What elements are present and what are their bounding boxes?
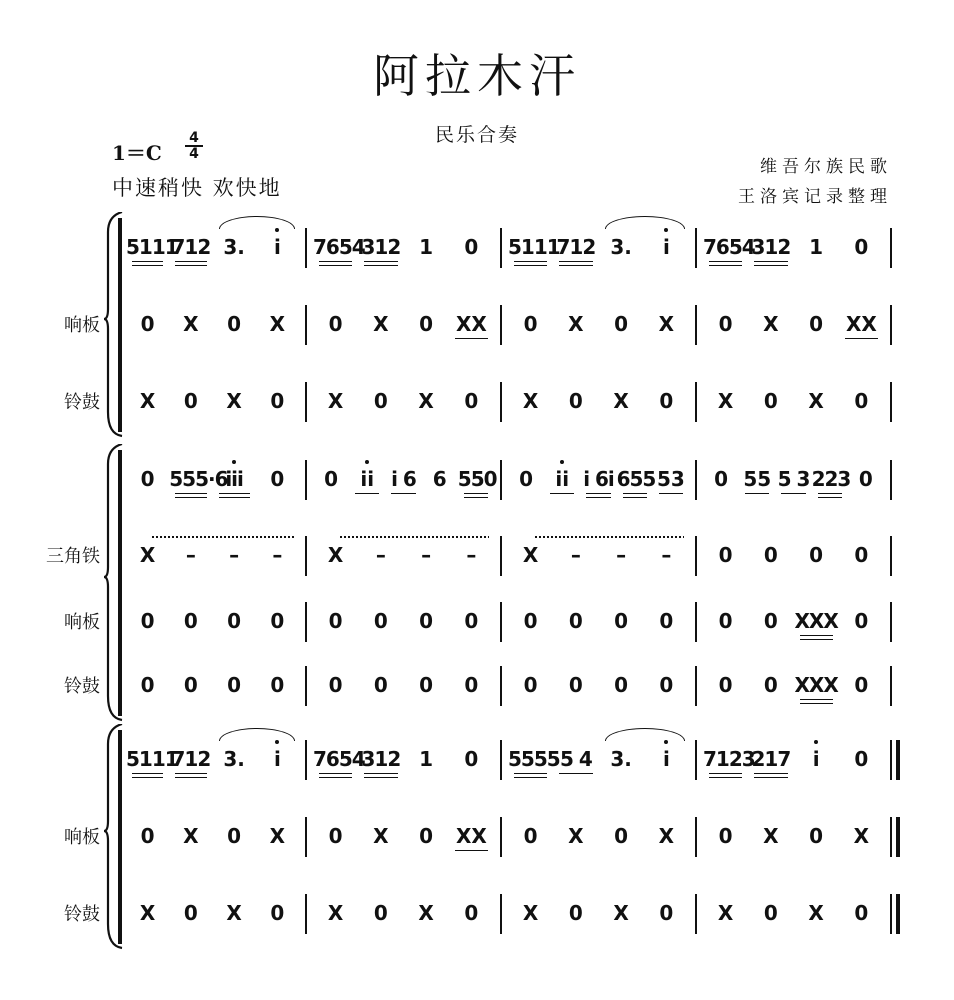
- note: 0: [140, 467, 155, 491]
- note: X: [269, 824, 286, 848]
- barline: [305, 602, 307, 642]
- note: 0: [373, 901, 388, 925]
- beat-underline: [175, 493, 206, 494]
- barline: [695, 382, 697, 422]
- tie-slur: [605, 728, 686, 741]
- barline: [695, 305, 697, 345]
- note: ii: [555, 467, 570, 491]
- beat-underline: [659, 493, 683, 494]
- note: 3.: [223, 235, 245, 259]
- barline: [305, 817, 307, 857]
- note: 0: [854, 543, 869, 567]
- note: 53: [656, 467, 685, 491]
- note: 0: [270, 673, 285, 697]
- note: 0: [763, 673, 778, 697]
- octave-dot: [365, 460, 369, 464]
- system-left-bar: [118, 730, 122, 944]
- note: 0: [328, 824, 343, 848]
- note: X: [522, 901, 539, 925]
- note: X: [763, 824, 779, 848]
- beat-underline: [175, 261, 206, 262]
- note: 5555: [508, 747, 560, 771]
- beat-underline: [586, 493, 610, 494]
- system-left-bar: [118, 450, 122, 716]
- note: X: [808, 901, 824, 925]
- note: 550: [457, 467, 497, 491]
- beat-underline: [754, 261, 787, 262]
- note: X: [269, 312, 286, 336]
- note: XXX: [794, 673, 838, 697]
- note: 0: [270, 467, 285, 491]
- beat-underline: [132, 261, 163, 262]
- barline: [500, 740, 502, 780]
- note: 0: [227, 312, 242, 336]
- beat-underline: [175, 777, 206, 778]
- note: –: [272, 543, 283, 567]
- note: X: [568, 312, 584, 336]
- note: i: [273, 747, 281, 771]
- octave-dot: [814, 740, 818, 744]
- note: 0: [718, 312, 733, 336]
- note: 0: [659, 901, 674, 925]
- barline: [500, 817, 502, 857]
- beat-underline: [709, 261, 742, 262]
- barline: [695, 228, 697, 268]
- beat-underline: [175, 265, 206, 266]
- note: 0: [614, 824, 629, 848]
- final-barline: [896, 740, 900, 780]
- note: 0: [568, 389, 583, 413]
- note: 0: [854, 609, 869, 633]
- trill-line: [152, 536, 295, 538]
- beat-underline: [745, 493, 769, 494]
- barline: [305, 536, 307, 576]
- octave-dot: [560, 460, 564, 464]
- beat-underline: [623, 497, 647, 498]
- note: 0: [568, 901, 583, 925]
- note: X: [613, 901, 629, 925]
- beat-underline: [364, 265, 397, 266]
- beat-underline: [754, 777, 787, 778]
- note: X: [327, 543, 344, 567]
- instrument-label: 响板: [64, 612, 100, 633]
- beat-underline: [391, 493, 415, 494]
- beat-underline: [818, 493, 842, 494]
- beat-underline: [175, 497, 206, 498]
- tempo-marking: 中速稍快 欢快地: [112, 176, 282, 200]
- note: X: [226, 901, 242, 925]
- note: 0: [718, 543, 733, 567]
- credit-origin: 维吾尔族民歌: [760, 157, 892, 177]
- trill-line: [535, 536, 684, 538]
- note: 0: [328, 312, 343, 336]
- barline: [500, 228, 502, 268]
- note: 0: [464, 747, 479, 771]
- note: 3.: [223, 747, 245, 771]
- note: 0: [183, 609, 198, 633]
- note: i 6i: [583, 467, 614, 491]
- note: 0: [523, 609, 538, 633]
- beat-underline: [550, 493, 574, 494]
- note: 0: [373, 389, 388, 413]
- note: 5 4: [559, 747, 592, 771]
- note: 5111: [126, 747, 178, 771]
- note: 55: [743, 467, 772, 491]
- beat-underline: [559, 261, 592, 262]
- score-title: 阿拉木汗: [373, 49, 581, 103]
- note: X: [853, 824, 870, 848]
- note: 5111: [126, 235, 178, 259]
- note: 712: [171, 235, 211, 259]
- note: 0: [464, 901, 479, 925]
- note: X: [183, 312, 199, 336]
- barline: [500, 666, 502, 706]
- note: X: [226, 389, 242, 413]
- barline: [890, 666, 892, 706]
- barline: [500, 894, 502, 934]
- note: 0: [270, 389, 285, 413]
- note: 655: [616, 467, 656, 491]
- note: 0: [809, 543, 824, 567]
- note: 7654: [313, 747, 365, 771]
- note: 0: [659, 389, 674, 413]
- note: 0: [763, 543, 778, 567]
- beat-underline: [319, 265, 352, 266]
- note: XX: [845, 312, 877, 336]
- beat-underline: [754, 773, 787, 774]
- instrument-label: 铃鼓: [64, 392, 100, 413]
- instrument-label: 响板: [64, 315, 100, 336]
- beat-underline: [709, 777, 742, 778]
- instrument-label: 铃鼓: [64, 676, 100, 697]
- credit-arranger: 王洛宾记录整理: [738, 187, 892, 207]
- note: X: [568, 824, 584, 848]
- note: 217: [751, 747, 791, 771]
- note: 7654: [703, 235, 755, 259]
- beat-underline: [754, 265, 787, 266]
- tie-slur: [219, 728, 296, 741]
- note: 0: [324, 467, 339, 491]
- note: 0: [373, 673, 388, 697]
- beat-underline: [132, 773, 163, 774]
- barline: [500, 460, 502, 500]
- barline: [695, 894, 697, 934]
- note: 0: [854, 235, 869, 259]
- note: 0: [270, 901, 285, 925]
- note: X: [613, 389, 629, 413]
- beat-underline: [175, 773, 206, 774]
- barline: [890, 460, 892, 500]
- barline: [305, 894, 307, 934]
- barline: [305, 228, 307, 268]
- note: 0: [523, 673, 538, 697]
- note: 0: [858, 467, 873, 491]
- beat-underline: [219, 497, 250, 498]
- note: ii: [360, 467, 375, 491]
- note: 0: [373, 609, 388, 633]
- barline: [305, 740, 307, 780]
- instrument-label: 响板: [64, 827, 100, 848]
- note: –: [185, 543, 196, 567]
- beat-underline: [623, 493, 647, 494]
- beat-underline: [355, 493, 379, 494]
- note: i: [273, 235, 281, 259]
- beat-underline: [364, 773, 397, 774]
- note: X: [373, 312, 389, 336]
- note: 555·6: [169, 467, 228, 491]
- note: X: [717, 389, 734, 413]
- barline: [695, 817, 697, 857]
- barline: [500, 602, 502, 642]
- barline: [890, 382, 892, 422]
- note: X: [139, 901, 156, 925]
- time-signature-numerator: 4: [189, 130, 199, 146]
- barline: [500, 305, 502, 345]
- note: 0: [763, 609, 778, 633]
- note: X: [139, 543, 156, 567]
- note: 0: [227, 824, 242, 848]
- note: 712: [556, 235, 596, 259]
- score-subtitle: 民乐合奏: [434, 124, 519, 146]
- beat-underline: [319, 773, 352, 774]
- note: 0: [763, 389, 778, 413]
- note: –: [421, 543, 432, 567]
- note: 0: [464, 673, 479, 697]
- note: 0: [659, 673, 674, 697]
- barline: [890, 602, 892, 642]
- instrument-label: 三角铁: [46, 546, 100, 567]
- beat-underline: [514, 773, 547, 774]
- note: 223: [811, 467, 851, 491]
- note: 0: [227, 673, 242, 697]
- note: 0: [809, 312, 824, 336]
- final-barline: [896, 817, 900, 857]
- note: 0: [523, 824, 538, 848]
- beat-underline: [845, 338, 878, 339]
- beat-underline: [559, 265, 592, 266]
- beat-underline: [514, 261, 547, 262]
- note: 0: [183, 673, 198, 697]
- note: 3.: [610, 747, 632, 771]
- beat-underline: [586, 497, 610, 498]
- note: 712: [171, 747, 211, 771]
- barline: [500, 536, 502, 576]
- beat-underline: [364, 261, 397, 262]
- note: 0: [183, 901, 198, 925]
- note: X: [418, 901, 434, 925]
- final-barline: [896, 894, 900, 934]
- note: 0: [419, 673, 434, 697]
- note: 0: [568, 609, 583, 633]
- note: 0: [419, 609, 434, 633]
- barline: [890, 305, 892, 345]
- note: 6: [432, 467, 447, 491]
- beat-underline: [781, 493, 805, 494]
- barline: [890, 894, 892, 934]
- barline: [695, 602, 697, 642]
- note: 1: [809, 235, 824, 259]
- note: i: [662, 747, 670, 771]
- note: 0: [464, 389, 479, 413]
- beat-underline: [818, 497, 842, 498]
- note: 0: [464, 609, 479, 633]
- beat-underline: [709, 265, 742, 266]
- note: –: [616, 543, 627, 567]
- note: 0: [183, 389, 198, 413]
- note: 0: [854, 901, 869, 925]
- barline: [695, 666, 697, 706]
- beat-underline: [455, 850, 488, 851]
- note: X: [522, 389, 539, 413]
- beat-underline: [464, 493, 488, 494]
- note: 0: [763, 901, 778, 925]
- note: 0: [140, 824, 155, 848]
- system-left-bar: [118, 218, 122, 432]
- note: 312: [361, 747, 401, 771]
- note: 0: [568, 673, 583, 697]
- note: 0: [419, 312, 434, 336]
- note: 1: [419, 235, 434, 259]
- note: 0: [328, 673, 343, 697]
- note: 1: [419, 747, 434, 771]
- note: 0: [718, 609, 733, 633]
- beat-underline: [800, 703, 833, 704]
- note: X: [418, 389, 434, 413]
- beat-underline: [319, 777, 352, 778]
- note: 0: [519, 467, 534, 491]
- note: 0: [854, 389, 869, 413]
- note: i: [812, 747, 820, 771]
- note: 0: [714, 467, 729, 491]
- note: 5111: [508, 235, 560, 259]
- barline: [305, 305, 307, 345]
- note: X: [658, 824, 675, 848]
- trill-line: [340, 536, 489, 538]
- beat-underline: [514, 265, 547, 266]
- note: X: [327, 389, 344, 413]
- note: X: [522, 543, 539, 567]
- note: –: [229, 543, 240, 567]
- note: 0: [140, 312, 155, 336]
- note: 0: [328, 609, 343, 633]
- note: 0: [270, 609, 285, 633]
- note: 3.: [610, 235, 632, 259]
- barline: [695, 536, 697, 576]
- barline: [890, 817, 892, 857]
- barline: [890, 228, 892, 268]
- note: X: [763, 312, 779, 336]
- note: 0: [854, 747, 869, 771]
- note: X: [139, 389, 156, 413]
- note: –: [661, 543, 672, 567]
- time-signature-denominator: 4: [189, 146, 199, 162]
- note: 0: [227, 609, 242, 633]
- barline: [305, 460, 307, 500]
- note: X: [373, 824, 389, 848]
- note: 0: [140, 609, 155, 633]
- beat-underline: [464, 497, 488, 498]
- tie-slur: [605, 216, 686, 229]
- note: X: [658, 312, 675, 336]
- note: 312: [751, 235, 791, 259]
- time-signature: [185, 132, 203, 160]
- beat-underline: [132, 777, 163, 778]
- barline: [500, 382, 502, 422]
- note: XXX: [794, 609, 838, 633]
- note: i: [662, 235, 670, 259]
- beat-underline: [514, 777, 547, 778]
- tie-slur: [219, 216, 296, 229]
- beat-underline: [800, 699, 833, 700]
- barline: [695, 460, 697, 500]
- note: 0: [718, 824, 733, 848]
- note: iii: [225, 467, 243, 491]
- beat-underline: [219, 493, 250, 494]
- note: X: [808, 389, 824, 413]
- note: XX: [455, 312, 487, 336]
- note: 0: [614, 609, 629, 633]
- note: 0: [523, 312, 538, 336]
- note: 312: [361, 235, 401, 259]
- barline: [305, 666, 307, 706]
- note: –: [466, 543, 477, 567]
- key-signature: 1＝C: [112, 141, 162, 165]
- note: 0: [140, 673, 155, 697]
- barline: [890, 740, 892, 780]
- note: 0: [718, 673, 733, 697]
- beat-underline: [800, 639, 833, 640]
- barline: [695, 740, 697, 780]
- beat-underline: [800, 635, 833, 636]
- note: 0: [854, 673, 869, 697]
- note: X: [717, 901, 734, 925]
- beat-underline: [455, 338, 488, 339]
- note: 0: [659, 609, 674, 633]
- note: 0: [464, 235, 479, 259]
- beat-underline: [319, 261, 352, 262]
- barline: [305, 382, 307, 422]
- note: X: [327, 901, 344, 925]
- instrument-label: 铃鼓: [64, 904, 100, 925]
- note: 0: [614, 673, 629, 697]
- beat-underline: [132, 265, 163, 266]
- note: i 6: [391, 467, 416, 491]
- note: 0: [419, 824, 434, 848]
- note: 0: [614, 312, 629, 336]
- beat-underline: [709, 773, 742, 774]
- note: 5 3: [777, 467, 810, 491]
- note: 7123: [703, 747, 755, 771]
- barline: [890, 536, 892, 576]
- beat-underline: [364, 777, 397, 778]
- note: –: [570, 543, 581, 567]
- note: –: [375, 543, 386, 567]
- note: 0: [809, 824, 824, 848]
- note: 7654: [313, 235, 365, 259]
- note: X: [183, 824, 199, 848]
- beat-underline: [559, 773, 592, 774]
- octave-dot: [232, 460, 236, 464]
- note: XX: [455, 824, 487, 848]
